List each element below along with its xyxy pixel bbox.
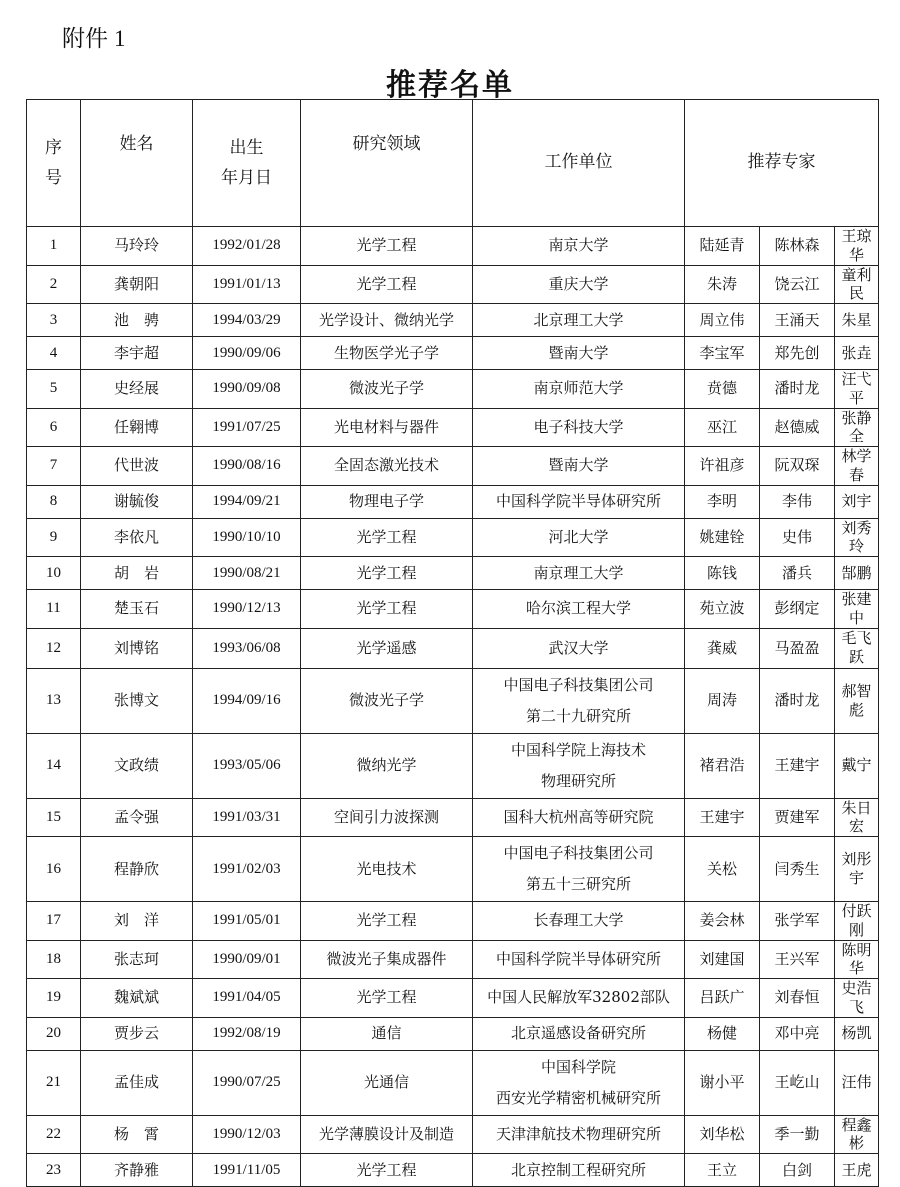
row-expert-2: 潘兵 [760,557,835,590]
row-work-unit-line: 暨南大学 [548,456,609,475]
header-unit: 工作单位 [473,100,685,227]
row-research-field: 光学工程 [301,1154,473,1187]
row-work-unit-line: 国科大杭州高等研究院 [503,807,654,826]
row-seq: 13 [27,668,81,733]
row-research-field: 微波光子学 [301,668,473,733]
row-seq: 15 [27,798,81,837]
row-expert-1: 谢小平 [685,1050,760,1115]
row-work-unit [473,628,685,668]
row-seq: 16 [27,837,81,902]
row-name: 楚玉石 [81,590,193,629]
row-expert-1: 刘华松 [685,1115,760,1154]
row-expert-3: 林学春 [835,447,879,486]
row-expert-1: 王立 [685,1154,760,1187]
row-seq: 11 [27,590,81,629]
row-seq: 18 [27,940,81,979]
row-work-unit [473,798,685,837]
row-name: 贾步云 [81,1017,193,1050]
row-birth-date: 1990/08/16 [193,447,301,486]
row-expert-1: 吕跃广 [685,979,760,1018]
row-expert-1: 姚建铨 [685,518,760,557]
row-expert-1: 李宝军 [685,337,760,370]
row-seq: 22 [27,1115,81,1154]
header-experts: 推荐专家 [685,100,879,227]
row-birth-date: 1991/03/31 [193,798,301,837]
row-research-field: 微纳光学 [301,733,473,798]
row-research-field: 光学工程 [301,557,473,590]
table-row [27,518,879,557]
row-expert-3: 戴宁 [835,733,879,798]
row-work-unit [473,408,685,447]
row-seq: 5 [27,370,81,409]
row-name: 孟令强 [81,798,193,837]
row-work-unit-line: 物理研究所 [540,771,616,790]
row-expert-1: 王建宇 [685,798,760,837]
row-name: 李依凡 [81,518,193,557]
row-expert-1: 朱涛 [685,265,760,304]
row-work-unit-line: 西安光学精密机械研究所 [495,1088,661,1107]
row-name: 刘 洋 [81,902,193,941]
row-seq: 14 [27,733,81,798]
table-row [27,668,879,733]
row-expert-3: 郜鹏 [835,557,879,590]
row-work-unit-line: 重庆大学 [548,274,609,293]
row-expert-3: 王琼华 [835,227,879,266]
row-birth-date: 1991/02/03 [193,837,301,902]
row-birth-date: 1991/01/13 [193,265,301,304]
header-row [27,100,879,227]
row-seq: 23 [27,1154,81,1187]
row-research-field: 微波光子集成器件 [301,940,473,979]
row-expert-3: 张建中 [835,590,879,629]
row-birth-date: 1990/10/10 [193,518,301,557]
row-work-unit-line: 中国电子科技集团公司 [503,675,654,694]
page-title: 推荐名单 [386,68,514,103]
row-seq: 20 [27,1017,81,1050]
row-birth-date: 1990/07/25 [193,1050,301,1115]
table-row [27,940,879,979]
row-expert-1: 周涛 [685,668,760,733]
row-work-unit-line: 暨南大学 [548,343,609,362]
header-birth [193,100,301,227]
row-birth-date: 1990/09/06 [193,337,301,370]
row-expert-3: 毛飞跃 [835,628,879,668]
row-birth-date: 1990/09/08 [193,370,301,409]
table-row [27,837,879,902]
row-expert-3: 史浩飞 [835,979,879,1018]
row-research-field: 光学工程 [301,902,473,941]
row-research-field: 光学薄膜设计及制造 [301,1115,473,1154]
row-name: 孟佳成 [81,1050,193,1115]
row-expert-1: 许祖彦 [685,447,760,486]
table-body [27,227,879,1187]
row-expert-2: 季一勤 [760,1115,835,1154]
row-work-unit [473,837,685,902]
row-research-field: 光学工程 [301,979,473,1018]
row-name: 齐静雅 [81,1154,193,1187]
row-work-unit-line: 南京理工大学 [533,563,624,582]
table-row [27,485,879,518]
row-birth-date: 1990/08/21 [193,557,301,590]
row-work-unit [473,370,685,409]
row-seq: 17 [27,902,81,941]
row-expert-2: 王屹山 [760,1050,835,1115]
row-name: 胡 岩 [81,557,193,590]
row-work-unit-line: 哈尔滨工程大学 [525,599,631,618]
row-expert-2: 刘春恒 [760,979,835,1018]
row-expert-2: 贾建军 [760,798,835,837]
row-expert-2: 彭纲定 [760,590,835,629]
row-expert-3: 杨凯 [835,1017,879,1050]
row-name: 谢毓俊 [81,485,193,518]
row-research-field: 通信 [301,1017,473,1050]
row-expert-2: 阮双琛 [760,447,835,486]
row-work-unit [473,1154,685,1187]
row-seq: 7 [27,447,81,486]
row-work-unit-line: 北京控制工程研究所 [510,1160,646,1179]
row-expert-3: 刘宇 [835,485,879,518]
row-work-unit-line: 南京师范大学 [533,379,624,398]
row-birth-date: 1991/07/25 [193,408,301,447]
row-expert-2: 赵德威 [760,408,835,447]
row-work-unit-line: 北京理工大学 [533,310,624,329]
table-row [27,408,879,447]
row-work-unit-line: 长春理工大学 [533,911,624,930]
row-work-unit-line: 电子科技大学 [533,417,624,436]
row-expert-3: 朱日宏 [835,798,879,837]
row-seq: 6 [27,408,81,447]
row-expert-3: 刘彤宇 [835,837,879,902]
row-birth-date: 1990/12/13 [193,590,301,629]
row-expert-2: 闫秀生 [760,837,835,902]
row-name: 池 骋 [81,304,193,337]
row-work-unit [473,304,685,337]
row-research-field: 微波光子学 [301,370,473,409]
row-work-unit-line: 中国人民解放军32802部队 [487,988,670,1007]
table-row [27,304,879,337]
row-research-field: 全固态激光技术 [301,447,473,486]
table-row [27,1017,879,1050]
row-name: 龚朝阳 [81,265,193,304]
row-work-unit-line: 天津津航技术物理研究所 [495,1124,661,1143]
row-work-unit [473,1050,685,1115]
table-row [27,733,879,798]
row-expert-1: 龚威 [685,628,760,668]
row-expert-2: 郑先创 [760,337,835,370]
row-seq: 3 [27,304,81,337]
row-research-field: 光学工程 [301,265,473,304]
row-expert-2: 张学军 [760,902,835,941]
table-row [27,370,879,409]
row-seq: 8 [27,485,81,518]
table-row [27,227,879,266]
row-expert-1: 陆延青 [685,227,760,266]
table-row [27,1115,879,1154]
row-birth-date: 1993/05/06 [193,733,301,798]
row-birth-date: 1994/09/21 [193,485,301,518]
row-research-field: 光通信 [301,1050,473,1115]
row-name: 李宇超 [81,337,193,370]
row-expert-3: 汪伟 [835,1050,879,1115]
row-expert-2: 陈林森 [760,227,835,266]
row-birth-date: 1990/09/01 [193,940,301,979]
row-expert-2: 李伟 [760,485,835,518]
row-expert-3: 程鑫彬 [835,1115,879,1154]
row-birth-date: 1994/09/16 [193,668,301,733]
row-work-unit [473,447,685,486]
row-name: 任翱博 [81,408,193,447]
row-expert-2: 史伟 [760,518,835,557]
row-birth-date: 1991/04/05 [193,979,301,1018]
row-birth-date: 1994/03/29 [193,304,301,337]
row-expert-3: 汪弋平 [835,370,879,409]
header-seq-line-1: 序 [45,138,62,158]
row-work-unit-line: 中国科学院半导体研究所 [495,949,661,968]
row-research-field: 光学设计、微纳光学 [301,304,473,337]
row-research-field: 光学工程 [301,518,473,557]
row-expert-1: 陈钱 [685,557,760,590]
row-expert-3: 付跃刚 [835,902,879,941]
row-birth-date: 1992/01/28 [193,227,301,266]
row-name: 程静欣 [81,837,193,902]
header-seq [27,100,81,227]
row-expert-1: 姜会林 [685,902,760,941]
row-seq: 10 [27,557,81,590]
row-name: 杨 霄 [81,1115,193,1154]
row-expert-1: 李明 [685,485,760,518]
attachment-label [62,20,126,53]
row-expert-2: 潘时龙 [760,370,835,409]
row-expert-2: 饶云江 [760,265,835,304]
row-name: 史经展 [81,370,193,409]
row-research-field: 光学工程 [301,590,473,629]
row-work-unit-line: 第二十九研究所 [525,706,631,725]
row-name: 魏斌斌 [81,979,193,1018]
row-name: 马玲玲 [81,227,193,266]
row-research-field: 空间引力波探测 [301,798,473,837]
table-row [27,628,879,668]
row-birth-date: 1993/06/08 [193,628,301,668]
row-work-unit [473,1115,685,1154]
row-seq: 2 [27,265,81,304]
row-expert-2: 马盈盈 [760,628,835,668]
row-expert-3: 郝智彪 [835,668,879,733]
row-research-field: 光电技术 [301,837,473,902]
header-birth-line-2: 年月日 [221,168,272,188]
row-work-unit [473,337,685,370]
header-birth-line-1: 出生 [229,138,264,158]
row-work-unit-line: 中国科学院 [540,1057,616,1076]
table-row [27,1050,879,1115]
row-work-unit-line: 中国科学院半导体研究所 [495,492,661,511]
row-name: 文政绩 [81,733,193,798]
row-work-unit [473,227,685,266]
row-expert-1: 周立伟 [685,304,760,337]
row-work-unit [473,518,685,557]
row-seq: 4 [27,337,81,370]
row-expert-1: 巫江 [685,408,760,447]
recommendation-table [26,99,879,1187]
attachment-number: 1 [114,26,126,51]
row-expert-3: 童利民 [835,265,879,304]
row-research-field: 生物医学光子学 [301,337,473,370]
row-seq: 21 [27,1050,81,1115]
row-work-unit-line: 中国电子科技集团公司 [503,844,654,862]
row-expert-3: 张垚 [835,337,879,370]
row-work-unit [473,979,685,1018]
row-expert-3: 张静全 [835,408,879,447]
row-work-unit [473,590,685,629]
row-work-unit [473,733,685,798]
row-expert-2: 王建宇 [760,733,835,798]
row-research-field: 光电材料与器件 [301,408,473,447]
row-name: 张博文 [81,668,193,733]
row-seq: 12 [27,628,81,668]
table-row [27,902,879,941]
row-expert-2: 邓中亮 [760,1017,835,1050]
row-expert-2: 潘时龙 [760,668,835,733]
table-row [27,337,879,370]
row-birth-date: 1992/08/19 [193,1017,301,1050]
row-expert-2: 白剑 [760,1154,835,1187]
row-work-unit-line: 中国科学院上海技术 [510,740,646,759]
table-row [27,979,879,1018]
row-seq: 9 [27,518,81,557]
row-work-unit [473,940,685,979]
row-expert-2: 王兴军 [760,940,835,979]
table-row [27,1154,879,1187]
row-expert-3: 刘秀玲 [835,518,879,557]
row-work-unit-line: 第五十三研究所 [525,875,631,893]
row-expert-3: 陈明华 [835,940,879,979]
row-name: 代世波 [81,447,193,486]
row-birth-date: 1990/12/03 [193,1115,301,1154]
table-row [27,590,879,629]
header-seq-line-2: 号 [45,168,62,188]
row-work-unit [473,902,685,941]
row-work-unit [473,668,685,733]
row-work-unit-line: 武汉大学 [548,638,609,657]
row-birth-date: 1991/11/05 [193,1154,301,1187]
row-work-unit [473,485,685,518]
row-name: 张志珂 [81,940,193,979]
row-work-unit [473,557,685,590]
attachment-label-text: 附件 [62,26,108,52]
row-expert-1: 刘建国 [685,940,760,979]
header-name: 姓名 [81,100,193,227]
row-work-unit-line: 南京大学 [548,236,609,255]
row-work-unit-line: 北京遥感设备研究所 [510,1024,646,1043]
row-work-unit [473,265,685,304]
row-name: 刘博铭 [81,628,193,668]
table-row [27,265,879,304]
row-expert-3: 王虎 [835,1154,879,1187]
row-expert-1: 褚君浩 [685,733,760,798]
row-research-field: 光学工程 [301,227,473,266]
row-work-unit [473,1017,685,1050]
row-birth-date: 1991/05/01 [193,902,301,941]
row-seq: 19 [27,979,81,1018]
row-expert-3: 朱星 [835,304,879,337]
row-expert-1: 杨健 [685,1017,760,1050]
header-field: 研究领域 [301,100,473,227]
row-research-field: 物理电子学 [301,485,473,518]
table-row [27,798,879,837]
table-row [27,447,879,486]
table-row [27,557,879,590]
row-expert-1: 关松 [685,837,760,902]
row-expert-1: 贲德 [685,370,760,409]
row-seq: 1 [27,227,81,266]
row-research-field: 光学遥感 [301,628,473,668]
row-expert-2: 王涌天 [760,304,835,337]
row-expert-1: 苑立波 [685,590,760,629]
row-work-unit-line: 河北大学 [548,527,609,546]
